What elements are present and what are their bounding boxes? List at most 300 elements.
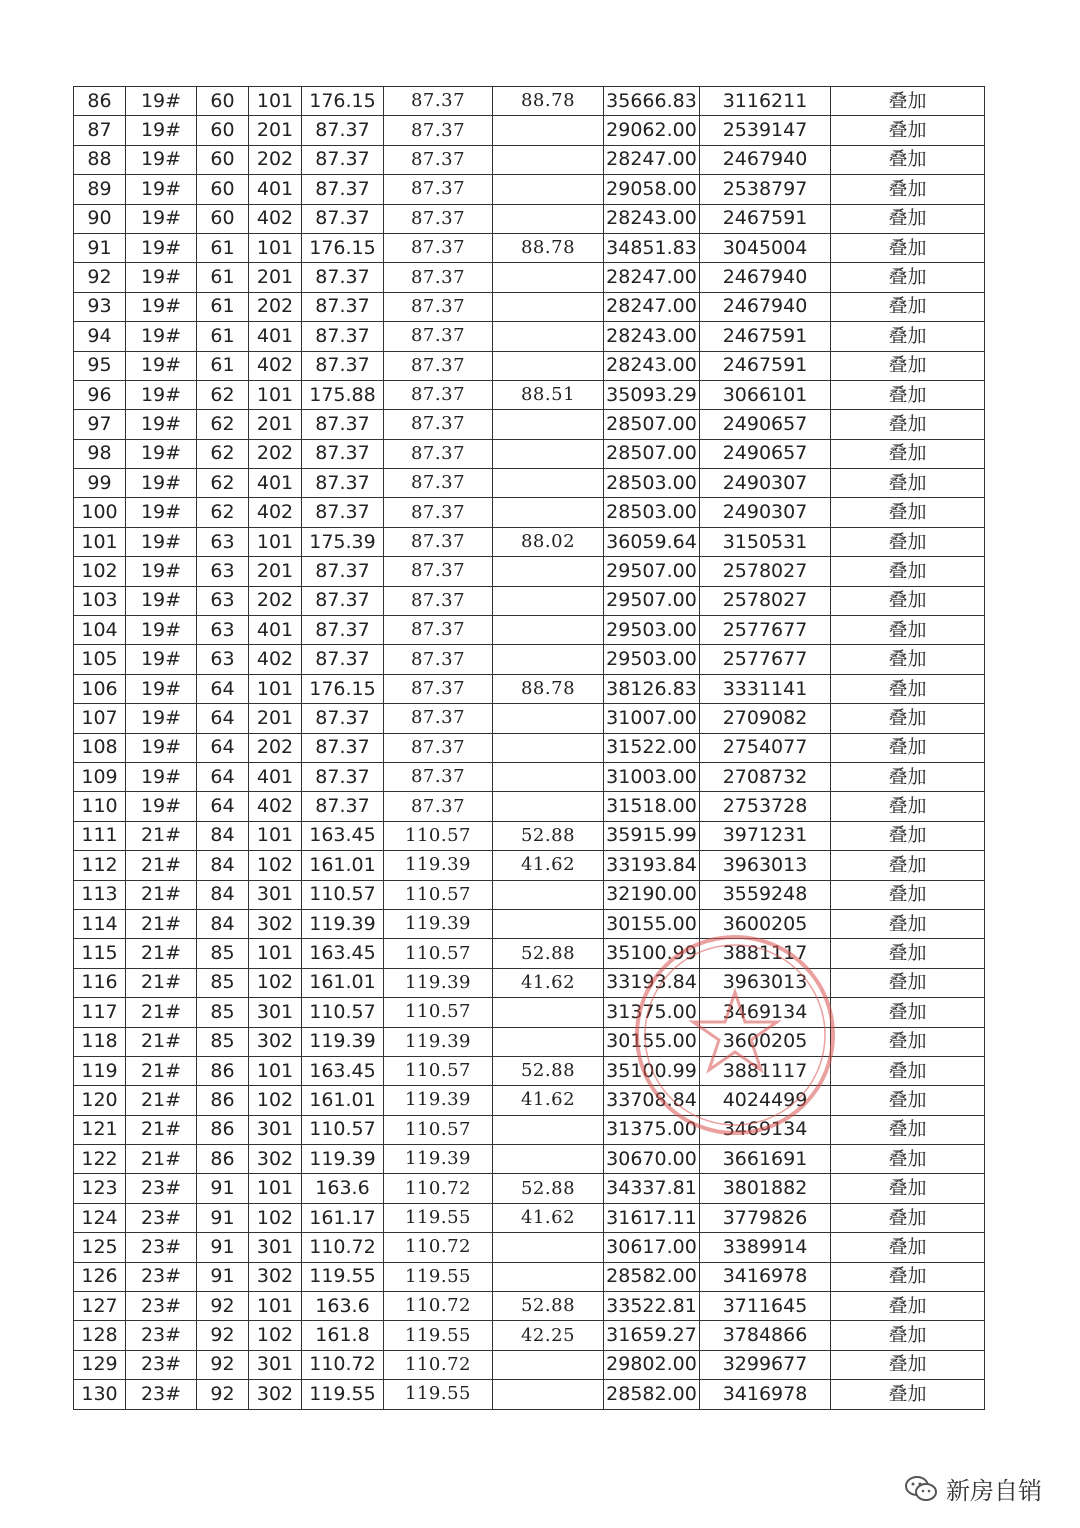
unit-cell: 60 bbox=[197, 145, 249, 174]
row-number-cell: 126 bbox=[74, 1262, 126, 1291]
extra-area-cell bbox=[493, 616, 604, 645]
extra-area-cell bbox=[493, 498, 604, 527]
unit-price-cell: 29058.00 bbox=[604, 175, 700, 204]
building-cell: 19# bbox=[126, 762, 197, 791]
inner-area-cell: 110.57 bbox=[384, 1056, 493, 1085]
room-cell: 102 bbox=[249, 968, 302, 997]
room-cell: 102 bbox=[249, 1321, 302, 1350]
unit-cell: 60 bbox=[197, 116, 249, 145]
building-cell: 21# bbox=[126, 880, 197, 909]
unit-cell: 86 bbox=[197, 1145, 249, 1174]
row-number-cell: 102 bbox=[74, 557, 126, 586]
building-cell: 19# bbox=[126, 439, 197, 468]
building-cell: 19# bbox=[126, 704, 197, 733]
inner-area-cell: 87.37 bbox=[384, 469, 493, 498]
wechat-icon bbox=[904, 1474, 938, 1504]
unit-price-cell: 30155.00 bbox=[604, 909, 700, 938]
inner-area-cell: 110.57 bbox=[384, 821, 493, 850]
row-number-cell: 120 bbox=[74, 1086, 126, 1115]
room-cell: 302 bbox=[249, 1027, 302, 1056]
unit-cell: 85 bbox=[197, 968, 249, 997]
row-number-cell: 104 bbox=[74, 616, 126, 645]
house-type-cell: 叠加 bbox=[831, 410, 985, 439]
building-area-cell: 110.57 bbox=[302, 880, 384, 909]
extra-area-cell bbox=[493, 880, 604, 909]
house-type-cell: 叠加 bbox=[831, 292, 985, 321]
row-number-cell: 116 bbox=[74, 968, 126, 997]
inner-area-cell: 87.37 bbox=[384, 704, 493, 733]
table-row bbox=[74, 1380, 985, 1409]
building-area-cell: 119.39 bbox=[302, 1145, 384, 1174]
building-cell: 19# bbox=[126, 175, 197, 204]
house-type-cell: 叠加 bbox=[831, 1086, 985, 1115]
unit-cell: 92 bbox=[197, 1350, 249, 1379]
building-cell: 19# bbox=[126, 204, 197, 233]
extra-area-cell bbox=[493, 292, 604, 321]
unit-cell: 92 bbox=[197, 1380, 249, 1409]
extra-area-cell: 41.62 bbox=[493, 1086, 604, 1115]
table-row bbox=[74, 410, 985, 439]
table-row bbox=[74, 204, 985, 233]
unit-cell: 86 bbox=[197, 1056, 249, 1085]
total-price-cell: 2578027 bbox=[700, 586, 831, 615]
house-type-cell: 叠加 bbox=[831, 1380, 985, 1409]
extra-area-cell bbox=[493, 998, 604, 1027]
house-type-cell: 叠加 bbox=[831, 1350, 985, 1379]
building-area-cell: 87.37 bbox=[302, 792, 384, 821]
row-number-cell: 129 bbox=[74, 1350, 126, 1379]
price-list-table bbox=[73, 86, 985, 1410]
total-price-cell: 3711645 bbox=[700, 1292, 831, 1321]
building-area-cell: 87.37 bbox=[302, 498, 384, 527]
table-row bbox=[74, 880, 985, 909]
inner-area-cell: 119.55 bbox=[384, 1262, 493, 1291]
total-price-cell: 2577677 bbox=[700, 645, 831, 674]
unit-price-cell: 35100.99 bbox=[604, 939, 700, 968]
unit-cell: 61 bbox=[197, 351, 249, 380]
table-row bbox=[74, 233, 985, 262]
row-number-cell: 97 bbox=[74, 410, 126, 439]
house-type-cell: 叠加 bbox=[831, 263, 985, 292]
unit-price-cell: 31003.00 bbox=[604, 762, 700, 791]
building-cell: 19# bbox=[126, 233, 197, 262]
table-row bbox=[74, 1027, 985, 1056]
building-area-cell: 87.37 bbox=[302, 469, 384, 498]
unit-price-cell: 28243.00 bbox=[604, 351, 700, 380]
inner-area-cell: 87.37 bbox=[384, 263, 493, 292]
building-cell: 19# bbox=[126, 498, 197, 527]
total-price-cell: 2467940 bbox=[700, 292, 831, 321]
building-area-cell: 87.37 bbox=[302, 116, 384, 145]
extra-area-cell bbox=[493, 586, 604, 615]
unit-price-cell: 28247.00 bbox=[604, 145, 700, 174]
unit-cell: 63 bbox=[197, 645, 249, 674]
total-price-cell: 2467591 bbox=[700, 204, 831, 233]
table-row bbox=[74, 909, 985, 938]
unit-cell: 84 bbox=[197, 851, 249, 880]
unit-price-cell: 28503.00 bbox=[604, 469, 700, 498]
building-cell: 19# bbox=[126, 527, 197, 556]
unit-price-cell: 31007.00 bbox=[604, 704, 700, 733]
building-area-cell: 87.37 bbox=[302, 351, 384, 380]
inner-area-cell: 87.37 bbox=[384, 527, 493, 556]
unit-cell: 64 bbox=[197, 762, 249, 791]
total-price-cell: 3661691 bbox=[700, 1145, 831, 1174]
inner-area-cell: 87.37 bbox=[384, 616, 493, 645]
total-price-cell: 2467591 bbox=[700, 351, 831, 380]
building-cell: 19# bbox=[126, 616, 197, 645]
total-price-cell: 3881117 bbox=[700, 1056, 831, 1085]
extra-area-cell bbox=[493, 557, 604, 586]
unit-cell: 62 bbox=[197, 469, 249, 498]
table-row bbox=[74, 498, 985, 527]
row-number-cell: 128 bbox=[74, 1321, 126, 1350]
unit-cell: 91 bbox=[197, 1262, 249, 1291]
row-number-cell: 93 bbox=[74, 292, 126, 321]
unit-price-cell: 31617.11 bbox=[604, 1203, 700, 1232]
building-area-cell: 119.39 bbox=[302, 909, 384, 938]
building-area-cell: 87.37 bbox=[302, 704, 384, 733]
unit-cell: 60 bbox=[197, 204, 249, 233]
row-number-cell: 118 bbox=[74, 1027, 126, 1056]
unit-price-cell: 30155.00 bbox=[604, 1027, 700, 1056]
building-area-cell: 161.01 bbox=[302, 968, 384, 997]
extra-area-cell bbox=[493, 439, 604, 468]
extra-area-cell: 41.62 bbox=[493, 1203, 604, 1232]
unit-cell: 84 bbox=[197, 880, 249, 909]
total-price-cell: 3801882 bbox=[700, 1174, 831, 1203]
extra-area-cell bbox=[493, 909, 604, 938]
extra-area-cell: 41.62 bbox=[493, 968, 604, 997]
building-cell: 23# bbox=[126, 1174, 197, 1203]
price-list-table-container bbox=[73, 86, 985, 1410]
room-cell: 201 bbox=[249, 704, 302, 733]
extra-area-cell bbox=[493, 263, 604, 292]
room-cell: 101 bbox=[249, 527, 302, 556]
room-cell: 401 bbox=[249, 175, 302, 204]
row-number-cell: 96 bbox=[74, 380, 126, 409]
unit-price-cell: 30617.00 bbox=[604, 1233, 700, 1262]
unit-price-cell: 30670.00 bbox=[604, 1145, 700, 1174]
room-cell: 101 bbox=[249, 821, 302, 850]
inner-area-cell: 110.57 bbox=[384, 880, 493, 909]
table-row bbox=[74, 968, 985, 997]
building-area-cell: 176.15 bbox=[302, 87, 384, 116]
house-type-cell: 叠加 bbox=[831, 527, 985, 556]
unit-price-cell: 31375.00 bbox=[604, 998, 700, 1027]
room-cell: 301 bbox=[249, 1350, 302, 1379]
row-number-cell: 113 bbox=[74, 880, 126, 909]
table-row bbox=[74, 762, 985, 791]
inner-area-cell: 110.57 bbox=[384, 939, 493, 968]
table-row bbox=[74, 792, 985, 821]
unit-price-cell: 29802.00 bbox=[604, 1350, 700, 1379]
total-price-cell: 2577677 bbox=[700, 616, 831, 645]
house-type-cell: 叠加 bbox=[831, 1174, 985, 1203]
house-type-cell: 叠加 bbox=[831, 762, 985, 791]
table-row bbox=[74, 175, 985, 204]
extra-area-cell bbox=[493, 792, 604, 821]
unit-cell: 60 bbox=[197, 175, 249, 204]
room-cell: 101 bbox=[249, 233, 302, 262]
unit-price-cell: 33193.84 bbox=[604, 968, 700, 997]
row-number-cell: 86 bbox=[74, 87, 126, 116]
house-type-cell: 叠加 bbox=[831, 351, 985, 380]
building-cell: 21# bbox=[126, 1086, 197, 1115]
house-type-cell: 叠加 bbox=[831, 909, 985, 938]
unit-cell: 91 bbox=[197, 1233, 249, 1262]
unit-cell: 62 bbox=[197, 410, 249, 439]
wechat-watermark bbox=[904, 1471, 1042, 1506]
unit-price-cell: 31375.00 bbox=[604, 1115, 700, 1144]
extra-area-cell bbox=[493, 145, 604, 174]
row-number-cell: 107 bbox=[74, 704, 126, 733]
unit-price-cell: 34337.81 bbox=[604, 1174, 700, 1203]
unit-price-cell: 28243.00 bbox=[604, 322, 700, 351]
inner-area-cell: 87.37 bbox=[384, 145, 493, 174]
inner-area-cell: 87.37 bbox=[384, 351, 493, 380]
extra-area-cell bbox=[493, 1262, 604, 1291]
extra-area-cell: 52.88 bbox=[493, 821, 604, 850]
inner-area-cell: 110.72 bbox=[384, 1292, 493, 1321]
room-cell: 101 bbox=[249, 1292, 302, 1321]
unit-price-cell: 28507.00 bbox=[604, 439, 700, 468]
extra-area-cell bbox=[493, 351, 604, 380]
building-area-cell: 87.37 bbox=[302, 762, 384, 791]
room-cell: 102 bbox=[249, 1086, 302, 1115]
building-cell: 19# bbox=[126, 87, 197, 116]
table-row bbox=[74, 939, 985, 968]
unit-price-cell: 28503.00 bbox=[604, 498, 700, 527]
table-row bbox=[74, 704, 985, 733]
unit-price-cell: 29062.00 bbox=[604, 116, 700, 145]
house-type-cell: 叠加 bbox=[831, 1115, 985, 1144]
unit-cell: 84 bbox=[197, 909, 249, 938]
room-cell: 102 bbox=[249, 1203, 302, 1232]
room-cell: 201 bbox=[249, 410, 302, 439]
extra-area-cell: 88.02 bbox=[493, 527, 604, 556]
total-price-cell: 3331141 bbox=[700, 674, 831, 703]
inner-area-cell: 87.37 bbox=[384, 733, 493, 762]
unit-cell: 92 bbox=[197, 1292, 249, 1321]
inner-area-cell: 87.37 bbox=[384, 410, 493, 439]
house-type-cell: 叠加 bbox=[831, 939, 985, 968]
room-cell: 402 bbox=[249, 645, 302, 674]
building-cell: 19# bbox=[126, 674, 197, 703]
room-cell: 101 bbox=[249, 1174, 302, 1203]
total-price-cell: 3600205 bbox=[700, 1027, 831, 1056]
table-row bbox=[74, 674, 985, 703]
room-cell: 301 bbox=[249, 880, 302, 909]
room-cell: 302 bbox=[249, 909, 302, 938]
row-number-cell: 88 bbox=[74, 145, 126, 174]
house-type-cell: 叠加 bbox=[831, 616, 985, 645]
table-row bbox=[74, 733, 985, 762]
total-price-cell: 3784866 bbox=[700, 1321, 831, 1350]
inner-area-cell: 87.37 bbox=[384, 498, 493, 527]
extra-area-cell bbox=[493, 1380, 604, 1409]
house-type-cell: 叠加 bbox=[831, 792, 985, 821]
row-number-cell: 112 bbox=[74, 851, 126, 880]
table-row bbox=[74, 380, 985, 409]
total-price-cell: 2754077 bbox=[700, 733, 831, 762]
building-area-cell: 87.37 bbox=[302, 204, 384, 233]
total-price-cell: 2538797 bbox=[700, 175, 831, 204]
unit-price-cell: 33193.84 bbox=[604, 851, 700, 880]
total-price-cell: 2467940 bbox=[700, 145, 831, 174]
unit-cell: 64 bbox=[197, 674, 249, 703]
building-cell: 23# bbox=[126, 1321, 197, 1350]
house-type-cell: 叠加 bbox=[831, 1233, 985, 1262]
building-cell: 23# bbox=[126, 1262, 197, 1291]
inner-area-cell: 119.55 bbox=[384, 1321, 493, 1350]
total-price-cell: 3416978 bbox=[700, 1380, 831, 1409]
unit-price-cell: 35100.99 bbox=[604, 1056, 700, 1085]
unit-cell: 63 bbox=[197, 586, 249, 615]
row-number-cell: 89 bbox=[74, 175, 126, 204]
row-number-cell: 98 bbox=[74, 439, 126, 468]
room-cell: 202 bbox=[249, 733, 302, 762]
house-type-cell: 叠加 bbox=[831, 469, 985, 498]
building-cell: 19# bbox=[126, 263, 197, 292]
building-area-cell: 119.55 bbox=[302, 1380, 384, 1409]
table-row bbox=[74, 586, 985, 615]
building-cell: 19# bbox=[126, 322, 197, 351]
inner-area-cell: 119.39 bbox=[384, 968, 493, 997]
room-cell: 202 bbox=[249, 145, 302, 174]
unit-price-cell: 29507.00 bbox=[604, 557, 700, 586]
building-area-cell: 87.37 bbox=[302, 322, 384, 351]
row-number-cell: 99 bbox=[74, 469, 126, 498]
unit-cell: 63 bbox=[197, 616, 249, 645]
row-number-cell: 119 bbox=[74, 1056, 126, 1085]
extra-area-cell bbox=[493, 762, 604, 791]
house-type-cell: 叠加 bbox=[831, 851, 985, 880]
house-type-cell: 叠加 bbox=[831, 586, 985, 615]
table-row bbox=[74, 263, 985, 292]
inner-area-cell: 119.39 bbox=[384, 909, 493, 938]
extra-area-cell: 52.88 bbox=[493, 939, 604, 968]
table-row bbox=[74, 1056, 985, 1085]
extra-area-cell: 42.25 bbox=[493, 1321, 604, 1350]
inner-area-cell: 87.37 bbox=[384, 116, 493, 145]
house-type-cell: 叠加 bbox=[831, 204, 985, 233]
house-type-cell: 叠加 bbox=[831, 380, 985, 409]
building-cell: 19# bbox=[126, 410, 197, 439]
building-area-cell: 87.37 bbox=[302, 410, 384, 439]
inner-area-cell: 119.55 bbox=[384, 1380, 493, 1409]
total-price-cell: 2490657 bbox=[700, 410, 831, 439]
unit-price-cell: 28243.00 bbox=[604, 204, 700, 233]
building-area-cell: 87.37 bbox=[302, 733, 384, 762]
house-type-cell: 叠加 bbox=[831, 1321, 985, 1350]
unit-cell: 61 bbox=[197, 322, 249, 351]
unit-price-cell: 28582.00 bbox=[604, 1262, 700, 1291]
unit-cell: 64 bbox=[197, 792, 249, 821]
unit-cell: 62 bbox=[197, 380, 249, 409]
unit-price-cell: 35666.83 bbox=[604, 87, 700, 116]
building-cell: 19# bbox=[126, 145, 197, 174]
table-row bbox=[74, 292, 985, 321]
house-type-cell: 叠加 bbox=[831, 998, 985, 1027]
room-cell: 401 bbox=[249, 469, 302, 498]
row-number-cell: 91 bbox=[74, 233, 126, 262]
building-area-cell: 163.6 bbox=[302, 1292, 384, 1321]
unit-cell: 61 bbox=[197, 233, 249, 262]
table-row bbox=[74, 351, 985, 380]
extra-area-cell bbox=[493, 322, 604, 351]
room-cell: 401 bbox=[249, 762, 302, 791]
row-number-cell: 111 bbox=[74, 821, 126, 850]
row-number-cell: 117 bbox=[74, 998, 126, 1027]
extra-area-cell: 52.88 bbox=[493, 1174, 604, 1203]
unit-price-cell: 34851.83 bbox=[604, 233, 700, 262]
table-row bbox=[74, 469, 985, 498]
building-cell: 19# bbox=[126, 586, 197, 615]
unit-cell: 91 bbox=[197, 1203, 249, 1232]
building-area-cell: 163.6 bbox=[302, 1174, 384, 1203]
extra-area-cell bbox=[493, 645, 604, 674]
total-price-cell: 3469134 bbox=[700, 998, 831, 1027]
room-cell: 402 bbox=[249, 792, 302, 821]
table-row bbox=[74, 616, 985, 645]
unit-cell: 60 bbox=[197, 87, 249, 116]
extra-area-cell: 88.78 bbox=[493, 674, 604, 703]
extra-area-cell bbox=[493, 204, 604, 233]
unit-cell: 62 bbox=[197, 439, 249, 468]
table-row bbox=[74, 645, 985, 674]
unit-cell: 84 bbox=[197, 821, 249, 850]
inner-area-cell: 87.37 bbox=[384, 87, 493, 116]
room-cell: 101 bbox=[249, 674, 302, 703]
row-number-cell: 122 bbox=[74, 1145, 126, 1174]
room-cell: 402 bbox=[249, 498, 302, 527]
unit-cell: 63 bbox=[197, 527, 249, 556]
inner-area-cell: 87.37 bbox=[384, 645, 493, 674]
building-cell: 19# bbox=[126, 733, 197, 762]
building-cell: 19# bbox=[126, 792, 197, 821]
inner-area-cell: 87.37 bbox=[384, 233, 493, 262]
table-row bbox=[74, 439, 985, 468]
unit-cell: 62 bbox=[197, 498, 249, 527]
extra-area-cell: 41.62 bbox=[493, 851, 604, 880]
building-cell: 19# bbox=[126, 351, 197, 380]
unit-price-cell: 36059.64 bbox=[604, 527, 700, 556]
table-row bbox=[74, 1203, 985, 1232]
row-number-cell: 101 bbox=[74, 527, 126, 556]
extra-area-cell bbox=[493, 1233, 604, 1262]
house-type-cell: 叠加 bbox=[831, 145, 985, 174]
extra-area-cell: 52.88 bbox=[493, 1056, 604, 1085]
row-number-cell: 103 bbox=[74, 586, 126, 615]
table-row bbox=[74, 998, 985, 1027]
building-cell: 21# bbox=[126, 968, 197, 997]
table-row bbox=[74, 851, 985, 880]
extra-area-cell bbox=[493, 175, 604, 204]
extra-area-cell bbox=[493, 469, 604, 498]
table-row bbox=[74, 87, 985, 116]
building-cell: 21# bbox=[126, 851, 197, 880]
total-price-cell: 2467591 bbox=[700, 322, 831, 351]
building-area-cell: 176.15 bbox=[302, 674, 384, 703]
inner-area-cell: 110.72 bbox=[384, 1233, 493, 1262]
building-area-cell: 87.37 bbox=[302, 557, 384, 586]
room-cell: 202 bbox=[249, 439, 302, 468]
total-price-cell: 3600205 bbox=[700, 909, 831, 938]
table-row bbox=[74, 322, 985, 351]
table-body bbox=[74, 87, 985, 1410]
inner-area-cell: 87.37 bbox=[384, 204, 493, 233]
